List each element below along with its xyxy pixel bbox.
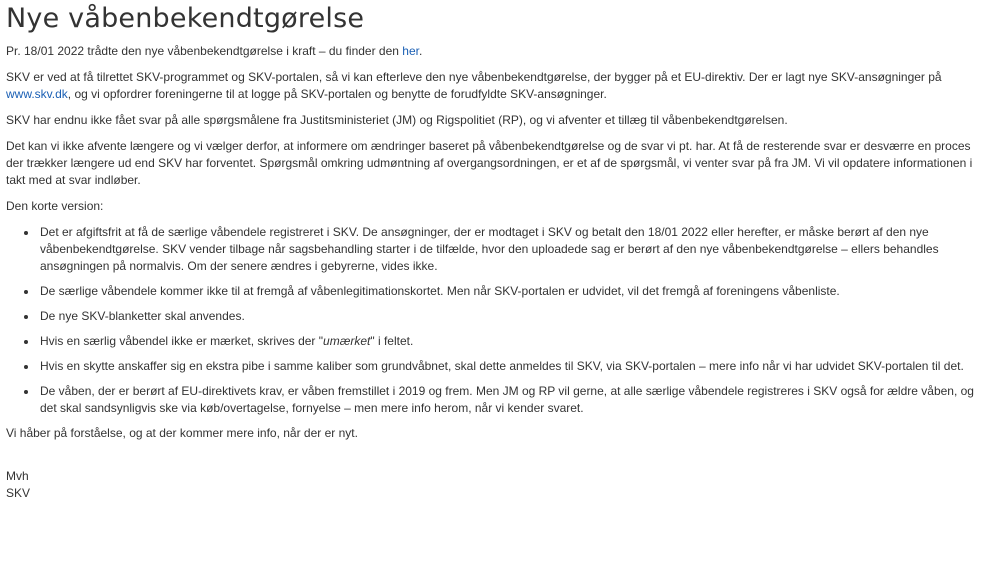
signoff: Mvh xyxy=(6,469,29,483)
list-item-text-end: " i feltet. xyxy=(370,334,414,348)
info-paragraph: Det kan vi ikke afvente længere og vi vælger derfor, at informere om ændringer baseret på våbenbekendtgørelse og de svar vi pt. har. At få de resterende svar er desværre en proces der trækker længere ud end SKV har forventet. Spørgsmål omkring udmøntning af overgangsordningen, er et af de spørgsmål, vi venter svar på fra JM. Vi vil opdatere informationen i takt med at svar indløber. xyxy=(6,139,973,187)
list-item-text: Hvis en særlig våbendel ikke er mærket, skrives der " xyxy=(40,334,324,348)
list-item xyxy=(38,333,980,350)
her-link[interactable]: her xyxy=(402,44,419,58)
intro-paragraph xyxy=(6,43,980,60)
skv-website-link[interactable]: www.skv.dk xyxy=(6,87,68,101)
skv-paragraph-text-end: , og vi opfordrer foreningerne til at logge på SKV-portalen og benytte de forudfyldte SKV-ansøgninger. xyxy=(67,87,607,101)
signature-block xyxy=(6,468,980,502)
skv-paragraph-text: SKV er ved at få tilrettet SKV-programmet og SKV-portalen, så vi kan efterleve den nye våbenbekendtgørelse, der bygger på et EU-direktiv. Der er lagt nye SKV-ansøgninger på xyxy=(6,70,942,84)
list-item: • De nye SKV-blanketter skal anvendes. xyxy=(38,308,980,325)
list-item: • De særlige våbendele kommer ikke til at fremgå af våbenlegitimationskortet. Men når SKV-portalen er udvidet, vil det fremgå af foreningens våbenliste. xyxy=(38,283,980,300)
intro-text: Pr. 18/01 2022 trådte den nye våbenbekendtgørelse i kraft – du finder den xyxy=(6,44,403,58)
emphasis-text: umærket xyxy=(323,334,371,348)
summary-label: Den korte version: xyxy=(6,199,104,213)
page-title: Nye våbenbekendtgørelse xyxy=(6,3,365,34)
spacer xyxy=(6,451,980,468)
status-paragraph: SKV har endnu ikke fået svar på alle spørgsmålene fra Justitsministeriet (JM) og Rigspolitiet (RP), og vi afventer et tillæg til våbenbekendtgørelsen. xyxy=(6,113,788,127)
closing-paragraph: Vi håber på forståelse, og at der kommer mere info, når der er nyt. xyxy=(6,426,358,440)
summary-list xyxy=(6,224,980,417)
intro-text-end: . xyxy=(418,44,423,58)
list-item: • Det er afgiftsfrit at få de særlige våbendele registreret i SKV. De ansøgninger, der er modtaget i SKV og betalt den 18/01 2022 eller herefter, er måske berørt af den nye våbenbekendtgørelse. SKV vender tilbage når sagsbehandling starter i de tilfælde, hvor den uploadede sag er berørt af den nye våbenbekendtgørelse – ellers behandles ansøgningen på normalvis. Om der senere ændres i gebyrerne, vides ikke. xyxy=(38,224,980,275)
list-item: • Hvis en skytte anskaffer sig en ekstra pibe i samme kaliber som grundvåbnet, skal dette anmeldes til SKV, via SKV-portalen – mere info når vi har udvidet SKV-portalen til det. xyxy=(38,358,980,375)
signature: SKV xyxy=(6,486,31,500)
skv-paragraph xyxy=(6,69,980,103)
list-item: • De våben, der er berørt af EU-direktivets krav, er våben fremstillet i 2019 og frem. Men JM og RP vil gerne, at alle særlige våbendele registreres i SKV også for ældre våben, og det skal sandsynligvis ske via køb/overtagelse, fornyelse – men mere info herom, når vi kender svaret. xyxy=(38,383,980,417)
